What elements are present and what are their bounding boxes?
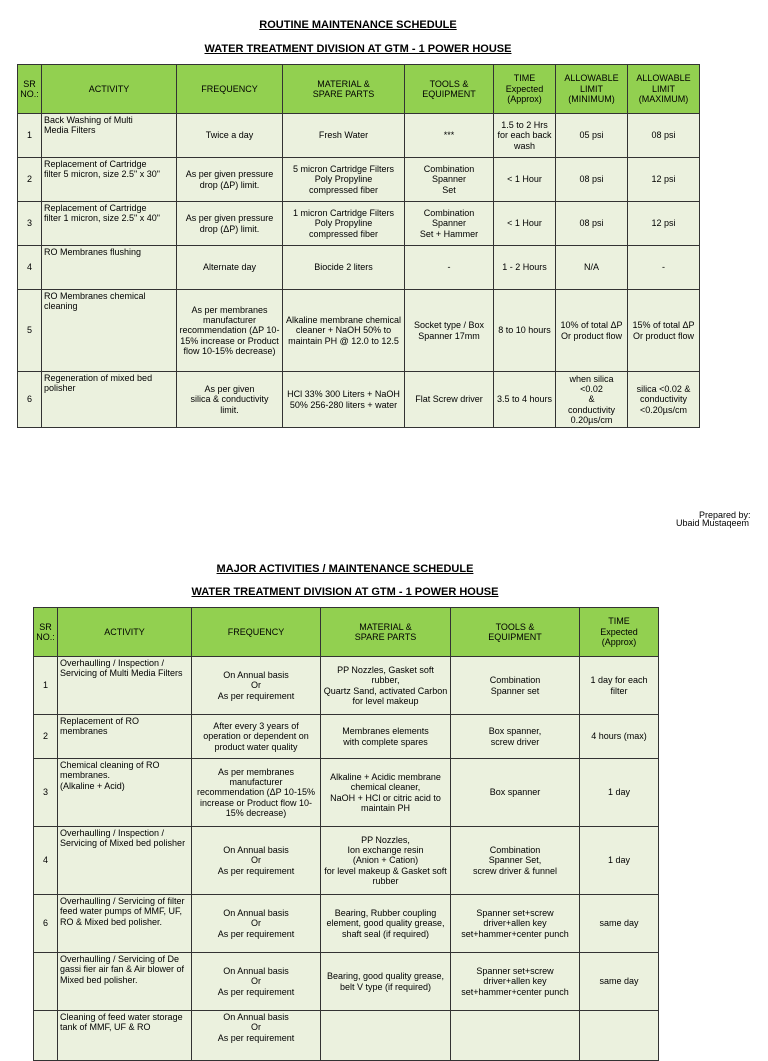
cell-activity: Overhaulling / Inspection / Servicing of Multi Media Filters — [58, 657, 192, 715]
cell-limit-min: 05 psi — [556, 114, 628, 158]
cell-tools: Spanner set+screw driver+allen key set+hammer+center punch — [451, 953, 580, 1011]
header-activity: ACTIVITY — [42, 65, 177, 114]
table-row — [18, 158, 700, 202]
cell-tools: Combination Spanner Set — [405, 158, 494, 202]
cell-material: Fresh Water — [283, 114, 405, 158]
table-row — [34, 715, 659, 759]
cell-frequency: On Annual basis Or As per requirement — [192, 1011, 321, 1061]
table-row — [34, 759, 659, 827]
table-row — [18, 372, 700, 428]
prepared-by-name — [676, 518, 768, 528]
header-sr-no: SR NO.: — [34, 608, 58, 657]
cell-sr-no — [34, 1011, 58, 1061]
cell-frequency: As per given pressure drop (ΔP) limit. — [177, 158, 283, 202]
cell-frequency: As per membranes manufacturer recommendation (ΔP 10- 15% increase or Product flow 10-15% decrease) — [177, 290, 283, 372]
header-tools: TOOLS & EQUIPMENT — [405, 65, 494, 114]
cell-frequency: Twice a day — [177, 114, 283, 158]
header-frequency: FREQUENCY — [177, 65, 283, 114]
cell-limit-max: 08 psi — [628, 114, 700, 158]
cell-material: PP Nozzles, Ion exchange resin (Anion + Cation) for level makeup & Gasket soft rubber — [321, 827, 451, 895]
cell-frequency: On Annual basis Or As per requirement — [192, 827, 321, 895]
cell-material: Biocide 2 liters — [283, 246, 405, 290]
table-row — [34, 827, 659, 895]
cell-sr-no: 2 — [34, 715, 58, 759]
cell-time: 1 day — [580, 827, 659, 895]
table-row — [18, 246, 700, 290]
table-row — [34, 1011, 659, 1061]
cell-material: Alkaline membrane chemical cleaner + NaOH 50% to maintain PH @ 12.0 to 12.5 — [283, 290, 405, 372]
cell-tools: Box spanner — [451, 759, 580, 827]
header-limit-min: ALLOWABLE LIMIT (MINIMUM) — [556, 65, 628, 114]
cell-activity: RO Membranes chemical cleaning — [42, 290, 177, 372]
cell-tools: Combination Spanner Set, screw driver & funnel — [451, 827, 580, 895]
cell-sr-no: 3 — [34, 759, 58, 827]
cell-sr-no: 1 — [34, 657, 58, 715]
cell-material — [321, 1011, 451, 1061]
cell-time: same day — [580, 895, 659, 953]
cell-sr-no: 6 — [18, 372, 42, 428]
cell-time: < 1 Hour — [494, 202, 556, 246]
cell-time: 4 hours (max) — [580, 715, 659, 759]
major-header-row — [34, 608, 659, 657]
cell-material: PP Nozzles, Gasket soft rubber, Quartz Sand, activated Carbon for level makeup — [321, 657, 451, 715]
routine-subtitle: WATER TREATMENT DIVISION AT GTM - 1 POWER HOUSE — [204, 43, 512, 55]
cell-tools: Flat Screw driver — [405, 372, 494, 428]
cell-limit-min: 10% of total ΔP Or product flow — [556, 290, 628, 372]
major-title: MAJOR ACTIVITIES / MAINTENANCE SCHEDULE — [216, 563, 474, 575]
cell-activity: Overhaulling / Servicing of De gassi fier air fan & Air blower of Mixed bed polisher. — [58, 953, 192, 1011]
cell-limit-min: 08 psi — [556, 202, 628, 246]
cell-tools: *** — [405, 114, 494, 158]
cell-time: 1.5 to 2 Hrs for each back wash — [494, 114, 556, 158]
cell-sr-no: 5 — [18, 290, 42, 372]
cell-frequency: On Annual basis Or As per requirement — [192, 895, 321, 953]
table-row — [34, 895, 659, 953]
major-activities-table — [33, 607, 659, 1061]
cell-tools: - — [405, 246, 494, 290]
cell-material: Bearing, Rubber coupling element, good quality grease, shaft seal (if required) — [321, 895, 451, 953]
cell-time: 1 day for each filter — [580, 657, 659, 715]
cell-tools: Box spanner, screw driver — [451, 715, 580, 759]
cell-sr-no: 3 — [18, 202, 42, 246]
cell-limit-max: - — [628, 246, 700, 290]
cell-activity: Cleaning of feed water storage tank of MMF, UF & RO — [58, 1011, 192, 1061]
cell-time: 8 to 10 hours — [494, 290, 556, 372]
cell-tools — [451, 1011, 580, 1061]
routine-maintenance-table — [17, 64, 700, 428]
cell-frequency: After every 3 years of operation or dependent on product water quality — [192, 715, 321, 759]
routine-header-row — [18, 65, 700, 114]
prepared-by-label: Prepared by: — [699, 510, 751, 520]
header-activity: ACTIVITY — [58, 608, 192, 657]
header-limit-max: ALLOWABLE LIMIT (MAXIMUM) — [628, 65, 700, 114]
header-material: MATERIAL & SPARE PARTS — [283, 65, 405, 114]
cell-material: 1 micron Cartridge Filters Poly Propyline compressed fiber — [283, 202, 405, 246]
cell-activity: Replacement of Cartridge filter 1 micron, size 2.5" x 40" — [42, 202, 177, 246]
cell-material: Membranes elements with complete spares — [321, 715, 451, 759]
cell-limit-max: silica <0.02 & conductivity <0.20µs/cm — [628, 372, 700, 428]
cell-time: 1 - 2 Hours — [494, 246, 556, 290]
cell-activity: Overhaulling / Servicing of filter feed water pumps of MMF, UF, RO & Mixed bed polisher. — [58, 895, 192, 953]
cell-frequency: On Annual basis Or As per requirement — [192, 953, 321, 1011]
header-tools: TOOLS & EQUIPMENT — [451, 608, 580, 657]
prepared-by-name-text: Ubaid Mustaqeem — [676, 518, 750, 528]
cell-material: Alkaline + Acidic membrane chemical cleaner, NaOH + HCl or citric acid to maintain PH — [321, 759, 451, 827]
cell-activity: Regeneration of mixed bed polisher — [42, 372, 177, 428]
cell-limit-max: 15% of total ΔP Or product flow — [628, 290, 700, 372]
cell-limit-min: N/A — [556, 246, 628, 290]
major-subtitle: WATER TREATMENT DIVISION AT GTM - 1 POWER HOUSE — [191, 586, 499, 598]
cell-limit-max: 12 psi — [628, 158, 700, 202]
header-material: MATERIAL & SPARE PARTS — [321, 608, 451, 657]
cell-activity: Overhaulling / Inspection / Servicing of Mixed bed polisher — [58, 827, 192, 895]
cell-time: same day — [580, 953, 659, 1011]
cell-activity: Replacement of Cartridge filter 5 micron, size 2.5" x 30" — [42, 158, 177, 202]
cell-time: 3.5 to 4 hours — [494, 372, 556, 428]
cell-sr-no: 6 — [34, 895, 58, 953]
cell-material: 5 micron Cartridge Filters Poly Propyline compressed fiber — [283, 158, 405, 202]
cell-time — [580, 1011, 659, 1061]
header-frequency: FREQUENCY — [192, 608, 321, 657]
cell-material: HCl 33% 300 Liters + NaOH 50% 256-280 liters + water — [283, 372, 405, 428]
cell-sr-no: 4 — [18, 246, 42, 290]
table-row — [34, 953, 659, 1011]
routine-title: ROUTINE MAINTENANCE SCHEDULE — [259, 19, 457, 31]
cell-material: Bearing, good quality grease, belt V type (if required) — [321, 953, 451, 1011]
header-time: TIME Expected (Approx) — [494, 65, 556, 114]
header-sr-no: SR NO.: — [18, 65, 42, 114]
cell-limit-min: 08 psi — [556, 158, 628, 202]
cell-frequency: Alternate day — [177, 246, 283, 290]
cell-activity: Back Washing of Multi Media Filters — [42, 114, 177, 158]
cell-activity: RO Membranes flushing — [42, 246, 177, 290]
table-row — [18, 114, 700, 158]
cell-activity: Chemical cleaning of RO membranes. (Alkaline + Acid) — [58, 759, 192, 827]
cell-sr-no: 4 — [34, 827, 58, 895]
cell-frequency: As per given pressure drop (ΔP) limit. — [177, 202, 283, 246]
cell-sr-no — [34, 953, 58, 1011]
cell-frequency: On Annual basis Or As per requirement — [192, 657, 321, 715]
cell-limit-max: 12 psi — [628, 202, 700, 246]
cell-sr-no: 1 — [18, 114, 42, 158]
cell-tools: Combination Spanner Set + Hammer — [405, 202, 494, 246]
cell-tools: Socket type / Box Spanner 17mm — [405, 290, 494, 372]
table-row — [34, 657, 659, 715]
cell-limit-min: when silica <0.02 & conductivity 0.20µs/cm — [556, 372, 628, 428]
cell-time: 1 day — [580, 759, 659, 827]
cell-activity: Replacement of RO membranes — [58, 715, 192, 759]
header-time: TIME Expected (Approx) — [580, 608, 659, 657]
cell-frequency: As per membranes manufacturer recommendation (ΔP 10-15% increase or Product flow 10- 15% decrease) — [192, 759, 321, 827]
table-row — [18, 290, 700, 372]
cell-time: < 1 Hour — [494, 158, 556, 202]
cell-frequency: As per given silica & conductivity limit. — [177, 372, 283, 428]
cell-tools: Combination Spanner set — [451, 657, 580, 715]
table-row — [18, 202, 700, 246]
cell-tools: Spanner set+screw driver+allen key set+hammer+center punch — [451, 895, 580, 953]
cell-sr-no: 2 — [18, 158, 42, 202]
